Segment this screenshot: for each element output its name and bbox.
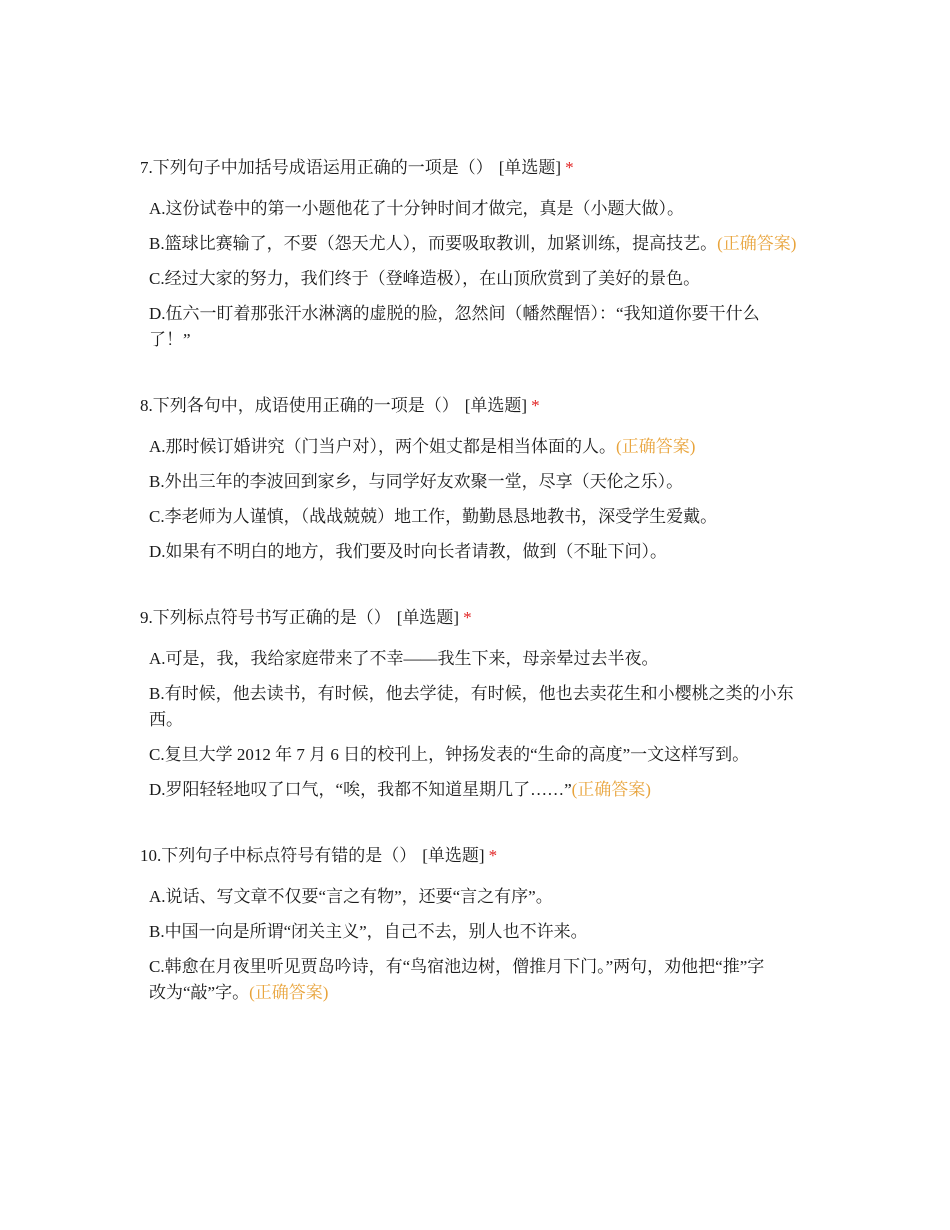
option-a <box>149 434 809 460</box>
question-type: [单选题] <box>498 158 562 177</box>
option-text: A.可是，我，我给家庭带来了不幸——我生下来，母亲晕过去半夜。 <box>149 649 659 668</box>
option-c <box>149 742 809 768</box>
option-text: B.中国一向是所谓“闭关主义”，自己不去，别人也不许来。 <box>149 922 588 941</box>
question-8 <box>140 394 820 565</box>
option-b <box>149 231 799 257</box>
required-mark: * <box>565 158 574 177</box>
question-9 <box>140 606 820 803</box>
question-type: [单选题] <box>422 846 485 865</box>
option-d <box>149 539 809 565</box>
required-mark: * <box>531 396 540 415</box>
question-list <box>140 156 820 1047</box>
option-text: C.复旦大学 2012 年 7 月 6 日的校刊上，钟扬发表的“生命的高度”一文这样写到。 <box>149 745 750 764</box>
correct-answer-label: (正确答案) <box>571 780 651 799</box>
question-title <box>140 156 820 180</box>
option-a <box>149 196 809 222</box>
option-text: B.篮球比赛输了，不要（怨天尤人），而要吸取教训，加紧训练，提高技艺。 <box>149 234 718 253</box>
option-a <box>149 884 809 910</box>
option-text: C.李老师为人谨慎，（战战兢兢）地工作，勤勤恳恳地教书，深受学生爱戴。 <box>149 507 718 526</box>
correct-answer-label: (正确答案) <box>249 983 329 1002</box>
question-type: [单选题] <box>464 396 528 415</box>
option-b <box>149 681 811 733</box>
question-7 <box>140 156 820 353</box>
question-text: 10.下列句子中标点符号有错的是（） <box>140 846 417 865</box>
question-type: [单选题] <box>396 608 460 627</box>
option-c <box>149 266 809 292</box>
option-text: C.经过大家的努力，我们终于（登峰造极），在山顶欣赏到了美好的景色。 <box>149 269 701 288</box>
question-text: 7.下列句子中加括号成语运用正确的一项是（） <box>140 158 493 177</box>
correct-answer-label: (正确答案) <box>616 437 696 456</box>
option-d <box>149 777 809 803</box>
question-title <box>140 394 820 418</box>
question-text: 9.下列标点符号书写正确的是（） <box>140 608 391 627</box>
option-b <box>149 469 809 495</box>
question-text: 8.下列各句中，成语使用正确的一项是（） <box>140 396 459 415</box>
option-text: C.韩愈在月夜里听见贾岛吟诗，有“鸟宿池边树，僧推月下门。”两句，劝他把“推”字改为“敲”字。 <box>149 957 765 1002</box>
option-a <box>149 646 809 672</box>
correct-answer-label: (正确答案) <box>717 234 797 253</box>
option-text: B.外出三年的李波回到家乡，与同学好友欢聚一堂，尽享（天伦之乐）。 <box>149 472 684 491</box>
option-text: B.有时候，他去读书，有时候，他去学徒，有时候，他也去卖花生和小樱桃之类的小东西。 <box>149 684 794 729</box>
option-text: D.罗阳轻轻地叹了口气，“唉，我都不知道星期几了……” <box>149 780 572 799</box>
option-b <box>149 919 809 945</box>
option-text: A.那时候订婚讲究（门当户对），两个姐丈都是相当体面的人。 <box>149 437 617 456</box>
required-mark: * <box>488 846 498 865</box>
option-text: A.说话、写文章不仅要“言之有物”，还要“言之有序”。 <box>149 887 553 906</box>
option-text: D.伍六一盯着那张汗水淋漓的虚脱的脸，忽然间（幡然醒悟）：“我知道你要干什么了！” <box>149 304 760 349</box>
question-title <box>140 606 820 630</box>
question-title <box>140 844 820 868</box>
option-text: D.如果有不明白的地方，我们要及时向长者请教，做到（不耻下问）。 <box>149 542 668 561</box>
option-c <box>149 954 767 1006</box>
question-10 <box>140 844 820 1006</box>
option-d <box>149 301 794 353</box>
option-text: A.这份试卷中的第一小题他花了十分钟时间才做完，真是（小题大做）。 <box>149 199 685 218</box>
option-c <box>149 504 809 530</box>
required-mark: * <box>463 608 472 627</box>
